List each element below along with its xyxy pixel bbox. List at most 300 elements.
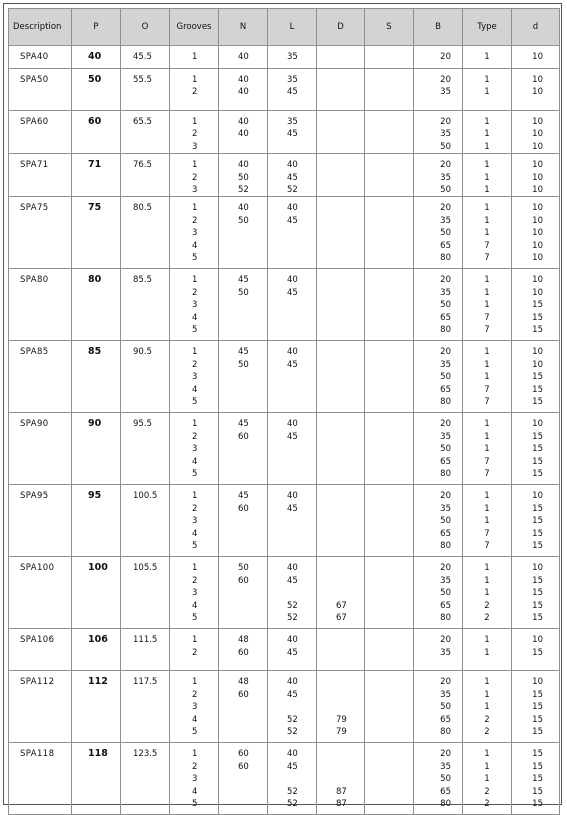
type-cell-value: 2 bbox=[484, 612, 490, 623]
grooves-cell-value: 1 bbox=[192, 563, 198, 574]
l-cell bbox=[268, 69, 317, 111]
b-cell bbox=[414, 197, 463, 269]
d-upper-cell-value: 79 bbox=[336, 714, 347, 725]
d-lower-cell-value: 10 bbox=[532, 635, 543, 646]
table-row bbox=[9, 629, 560, 671]
b-cell bbox=[414, 413, 463, 485]
l-cell-value bbox=[287, 773, 316, 785]
type-cell bbox=[463, 341, 512, 413]
b-cell-value: 20 bbox=[440, 160, 451, 171]
grooves-cell-value: 3 bbox=[192, 372, 198, 383]
grooves-cell-value: 3 bbox=[192, 184, 198, 195]
d-lower-cell-value: 15 bbox=[532, 300, 543, 311]
type-cell-value: 1 bbox=[484, 588, 490, 599]
d-upper-cell-value bbox=[336, 676, 364, 688]
p-cell-value: 90 bbox=[88, 418, 102, 430]
b-cell-value: 65 bbox=[440, 714, 451, 725]
b-cell-value: 80 bbox=[440, 468, 451, 479]
description-cell bbox=[9, 557, 72, 629]
b-cell-value: 35 bbox=[440, 647, 451, 658]
p-cell bbox=[72, 341, 121, 413]
l-cell-value: 40 bbox=[287, 635, 298, 646]
l-cell-value: 45 bbox=[287, 359, 298, 370]
type-cell-value: 1 bbox=[484, 761, 490, 772]
type-cell-value: 1 bbox=[484, 87, 490, 98]
type-cell-value: 1 bbox=[484, 702, 490, 713]
d-lower-cell bbox=[512, 671, 560, 743]
type-cell-value: 1 bbox=[484, 431, 490, 442]
n-cell-value: 48 bbox=[238, 635, 249, 646]
d-lower-cell-value: 10 bbox=[532, 491, 543, 502]
l-cell-value: 45 bbox=[287, 575, 298, 586]
b-cell-value: 35 bbox=[440, 761, 451, 772]
n-cell-value: 48 bbox=[238, 677, 249, 688]
d-upper-cell-value bbox=[336, 748, 364, 760]
description-cell bbox=[9, 69, 72, 111]
d-upper-cell-value: 87 bbox=[336, 798, 347, 809]
d-upper-cell-value bbox=[336, 587, 364, 599]
n-cell-value: 50 bbox=[238, 215, 249, 226]
grooves-cell-value: 4 bbox=[192, 384, 198, 395]
l-cell-value: 40 bbox=[287, 563, 298, 574]
b-cell-value: 35 bbox=[440, 129, 451, 140]
b-cell-value: 80 bbox=[440, 612, 451, 623]
n-cell-value: 60 bbox=[238, 575, 249, 586]
grooves-cell-value: 4 bbox=[192, 528, 198, 539]
d-lower-cell-value: 10 bbox=[532, 87, 543, 98]
b-cell-value: 80 bbox=[440, 798, 451, 809]
d-lower-cell-value: 15 bbox=[532, 312, 543, 323]
type-cell-value: 7 bbox=[484, 252, 490, 263]
s-cell bbox=[365, 743, 414, 815]
header-s: S bbox=[365, 9, 414, 46]
o-cell bbox=[121, 671, 170, 743]
b-cell-value: 50 bbox=[440, 702, 451, 713]
p-cell bbox=[72, 413, 121, 485]
type-cell bbox=[463, 269, 512, 341]
type-cell bbox=[463, 111, 512, 154]
b-cell-value: 20 bbox=[440, 419, 451, 430]
n-cell-value: 52 bbox=[238, 184, 249, 195]
grooves-cell-value: 2 bbox=[192, 129, 198, 140]
grooves-cell bbox=[170, 341, 219, 413]
d-upper-cell bbox=[317, 111, 365, 154]
type-cell-value: 1 bbox=[484, 689, 490, 700]
d-lower-cell-value: 15 bbox=[532, 503, 543, 514]
grooves-cell-value: 3 bbox=[192, 588, 198, 599]
o-cell bbox=[121, 413, 170, 485]
type-cell-value: 7 bbox=[484, 528, 490, 539]
d-upper-cell bbox=[317, 671, 365, 743]
l-cell-value: 40 bbox=[287, 419, 298, 430]
d-lower-cell-value: 15 bbox=[532, 396, 543, 407]
l-cell bbox=[268, 557, 317, 629]
s-cell bbox=[365, 413, 414, 485]
grooves-cell-value: 2 bbox=[192, 215, 198, 226]
b-cell-value: 35 bbox=[440, 287, 451, 298]
description-cell-value: SPA95 bbox=[20, 491, 49, 502]
d-lower-cell-value: 10 bbox=[532, 129, 543, 140]
table-row bbox=[9, 111, 560, 154]
grooves-cell-value: 2 bbox=[192, 503, 198, 514]
type-cell-value: 1 bbox=[484, 677, 490, 688]
d-lower-cell-value: 10 bbox=[532, 203, 543, 214]
table-row bbox=[9, 69, 560, 111]
l-cell-value: 40 bbox=[287, 275, 298, 286]
description-cell-value: SPA90 bbox=[20, 419, 49, 430]
grooves-cell-value: 1 bbox=[192, 635, 198, 646]
s-cell bbox=[365, 629, 414, 671]
table-row bbox=[9, 269, 560, 341]
n-cell bbox=[219, 413, 268, 485]
p-cell bbox=[72, 557, 121, 629]
d-upper-cell-value bbox=[336, 773, 364, 785]
d-lower-cell-value: 10 bbox=[532, 228, 543, 239]
grooves-cell-value: 3 bbox=[192, 228, 198, 239]
grooves-cell bbox=[170, 485, 219, 557]
type-cell-value: 1 bbox=[484, 359, 490, 370]
l-cell bbox=[268, 413, 317, 485]
type-cell-value: 1 bbox=[484, 275, 490, 286]
d-lower-cell-value: 10 bbox=[532, 215, 543, 226]
p-cell bbox=[72, 269, 121, 341]
b-cell-value: 80 bbox=[440, 396, 451, 407]
n-cell-value: 60 bbox=[238, 689, 249, 700]
grooves-cell-value: 2 bbox=[192, 359, 198, 370]
n-cell bbox=[219, 46, 268, 69]
l-cell-value: 40 bbox=[287, 203, 298, 214]
b-cell-value: 20 bbox=[440, 635, 451, 646]
l-cell-value: 40 bbox=[287, 491, 298, 502]
n-cell-value: 40 bbox=[238, 160, 249, 171]
l-cell-value: 52 bbox=[287, 600, 298, 611]
l-cell bbox=[268, 111, 317, 154]
d-lower-cell-value: 15 bbox=[532, 749, 543, 760]
p-cell-value: 80 bbox=[88, 274, 102, 286]
n-cell bbox=[219, 485, 268, 557]
grooves-cell bbox=[170, 154, 219, 197]
grooves-cell bbox=[170, 46, 219, 69]
l-cell-value: 45 bbox=[287, 172, 298, 183]
o-cell-value: 123.5 bbox=[133, 749, 158, 760]
l-cell bbox=[268, 46, 317, 69]
grooves-cell-value: 2 bbox=[192, 172, 198, 183]
s-cell bbox=[365, 341, 414, 413]
o-cell bbox=[121, 111, 170, 154]
l-cell-value: 45 bbox=[287, 761, 298, 772]
table-body bbox=[9, 46, 560, 815]
d-lower-cell bbox=[512, 154, 560, 197]
p-cell-value: 95 bbox=[88, 490, 102, 502]
grooves-cell-value: 2 bbox=[192, 689, 198, 700]
b-cell-value: 65 bbox=[440, 312, 451, 323]
d-lower-cell-value: 10 bbox=[532, 52, 543, 62]
header-grooves: Grooves bbox=[170, 9, 219, 46]
description-cell bbox=[9, 629, 72, 671]
d-lower-cell-value: 10 bbox=[532, 141, 543, 152]
b-cell-value: 50 bbox=[440, 184, 451, 195]
type-cell-value: 1 bbox=[484, 184, 490, 195]
o-cell bbox=[121, 629, 170, 671]
header-d-upper: D bbox=[317, 9, 365, 46]
l-cell-value: 45 bbox=[287, 503, 298, 514]
n-cell bbox=[219, 341, 268, 413]
d-lower-cell-value: 10 bbox=[532, 287, 543, 298]
type-cell bbox=[463, 46, 512, 69]
d-lower-cell-value: 15 bbox=[532, 516, 543, 527]
header-row bbox=[9, 9, 560, 46]
l-cell bbox=[268, 629, 317, 671]
b-cell-value: 80 bbox=[440, 324, 451, 335]
d-lower-cell-value: 15 bbox=[532, 702, 543, 713]
o-cell bbox=[121, 154, 170, 197]
type-cell bbox=[463, 557, 512, 629]
header-p: P bbox=[72, 9, 121, 46]
grooves-cell-value: 4 bbox=[192, 600, 198, 611]
grooves-cell-value: 2 bbox=[192, 575, 198, 586]
b-cell bbox=[414, 485, 463, 557]
description-cell bbox=[9, 341, 72, 413]
grooves-cell-value: 5 bbox=[192, 540, 198, 551]
l-cell-value bbox=[287, 701, 316, 713]
d-lower-cell-value: 15 bbox=[532, 761, 543, 772]
b-cell-value: 20 bbox=[440, 749, 451, 760]
d-upper-cell bbox=[317, 413, 365, 485]
type-cell-value: 1 bbox=[484, 647, 490, 658]
b-cell-value: 50 bbox=[440, 372, 451, 383]
d-lower-cell bbox=[512, 341, 560, 413]
header-l: L bbox=[268, 9, 317, 46]
n-cell bbox=[219, 154, 268, 197]
s-cell bbox=[365, 111, 414, 154]
l-cell-value: 45 bbox=[287, 287, 298, 298]
o-cell bbox=[121, 197, 170, 269]
b-cell-value: 50 bbox=[440, 774, 451, 785]
type-cell bbox=[463, 413, 512, 485]
grooves-cell-value: 2 bbox=[192, 647, 198, 658]
d-lower-cell bbox=[512, 485, 560, 557]
grooves-cell-value: 1 bbox=[192, 160, 198, 171]
d-lower-cell-value: 15 bbox=[532, 600, 543, 611]
o-cell bbox=[121, 69, 170, 111]
b-cell-value: 20 bbox=[440, 203, 451, 214]
description-cell bbox=[9, 154, 72, 197]
d-lower-cell bbox=[512, 269, 560, 341]
b-cell bbox=[414, 671, 463, 743]
grooves-cell-value: 1 bbox=[192, 117, 198, 127]
grooves-cell bbox=[170, 269, 219, 341]
d-lower-cell-value: 15 bbox=[532, 468, 543, 479]
p-cell bbox=[72, 743, 121, 815]
n-cell bbox=[219, 111, 268, 154]
n-cell-value: 45 bbox=[238, 419, 249, 430]
d-lower-cell-value: 15 bbox=[532, 372, 543, 383]
d-upper-cell-value: 67 bbox=[336, 612, 347, 623]
grooves-cell-value: 5 bbox=[192, 468, 198, 479]
n-cell bbox=[219, 671, 268, 743]
d-lower-cell-value: 10 bbox=[532, 347, 543, 358]
d-upper-cell-value: 79 bbox=[336, 726, 347, 737]
n-cell-value: 45 bbox=[238, 491, 249, 502]
p-cell bbox=[72, 629, 121, 671]
d-lower-cell-value: 10 bbox=[532, 275, 543, 286]
b-cell-value: 35 bbox=[440, 87, 451, 98]
description-cell-value: SPA50 bbox=[20, 75, 49, 85]
l-cell-value: 45 bbox=[287, 689, 298, 700]
grooves-cell-value: 2 bbox=[192, 431, 198, 442]
b-cell-value: 50 bbox=[440, 444, 451, 455]
n-cell-value: 60 bbox=[238, 431, 249, 442]
description-cell-value: SPA60 bbox=[20, 117, 49, 127]
l-cell-value: 35 bbox=[287, 117, 298, 127]
d-lower-cell-value: 10 bbox=[532, 677, 543, 688]
o-cell-value: 65.5 bbox=[133, 117, 152, 127]
n-cell-value: 50 bbox=[238, 359, 249, 370]
p-cell bbox=[72, 69, 121, 111]
type-cell-value: 1 bbox=[484, 516, 490, 527]
o-cell bbox=[121, 557, 170, 629]
description-cell bbox=[9, 743, 72, 815]
d-upper-cell bbox=[317, 557, 365, 629]
p-cell bbox=[72, 671, 121, 743]
p-cell-value: 100 bbox=[88, 562, 108, 574]
grooves-cell bbox=[170, 111, 219, 154]
b-cell-value: 50 bbox=[440, 300, 451, 311]
n-cell-value: 60 bbox=[238, 761, 249, 772]
grooves-cell-value: 2 bbox=[192, 761, 198, 772]
l-cell-value: 40 bbox=[287, 677, 298, 688]
d-upper-cell-value: 87 bbox=[336, 786, 347, 797]
grooves-cell-value: 1 bbox=[192, 275, 198, 286]
table-row bbox=[9, 485, 560, 557]
b-cell-value: 35 bbox=[440, 689, 451, 700]
description-cell-value: SPA106 bbox=[20, 635, 55, 646]
b-cell-value: 20 bbox=[440, 563, 451, 574]
grooves-cell-value: 4 bbox=[192, 312, 198, 323]
type-cell-value: 1 bbox=[484, 300, 490, 311]
l-cell-value: 52 bbox=[287, 184, 298, 195]
d-upper-cell bbox=[317, 629, 365, 671]
grooves-cell bbox=[170, 413, 219, 485]
type-cell-value: 7 bbox=[484, 324, 490, 335]
type-cell-value: 1 bbox=[484, 491, 490, 502]
d-lower-cell-value: 10 bbox=[532, 184, 543, 195]
b-cell bbox=[414, 743, 463, 815]
n-cell bbox=[219, 629, 268, 671]
p-cell-value: 50 bbox=[88, 74, 102, 85]
type-cell-value: 7 bbox=[484, 468, 490, 479]
s-cell bbox=[365, 46, 414, 69]
type-cell-value: 1 bbox=[484, 203, 490, 214]
n-cell bbox=[219, 197, 268, 269]
n-cell-value: 40 bbox=[238, 87, 249, 98]
l-cell-value: 52 bbox=[287, 726, 298, 737]
p-cell bbox=[72, 154, 121, 197]
grooves-cell-value: 1 bbox=[192, 491, 198, 502]
d-lower-cell-value: 15 bbox=[532, 456, 543, 467]
type-cell-value: 2 bbox=[484, 786, 490, 797]
b-cell bbox=[414, 341, 463, 413]
grooves-cell bbox=[170, 69, 219, 111]
b-cell-value: 50 bbox=[440, 141, 451, 152]
b-cell-value: 35 bbox=[440, 503, 451, 514]
d-lower-cell-value: 15 bbox=[532, 774, 543, 785]
grooves-cell-value: 3 bbox=[192, 516, 198, 527]
b-cell-value: 50 bbox=[440, 588, 451, 599]
o-cell-value: 55.5 bbox=[133, 75, 152, 85]
description-cell-value: SPA80 bbox=[20, 275, 49, 286]
grooves-cell-value: 3 bbox=[192, 702, 198, 713]
n-cell-value: 60 bbox=[238, 749, 249, 760]
grooves-cell bbox=[170, 557, 219, 629]
d-upper-cell bbox=[317, 341, 365, 413]
o-cell-value: 117.5 bbox=[133, 677, 158, 688]
p-cell-value: 60 bbox=[88, 116, 102, 127]
type-cell-value: 7 bbox=[484, 456, 490, 467]
l-cell-value: 45 bbox=[287, 431, 298, 442]
d-lower-cell-value: 10 bbox=[532, 117, 543, 127]
description-cell-value: SPA100 bbox=[20, 563, 55, 574]
description-cell-value: SPA40 bbox=[20, 52, 49, 62]
table-row bbox=[9, 743, 560, 815]
table-row bbox=[9, 341, 560, 413]
b-cell bbox=[414, 154, 463, 197]
n-cell-value: 50 bbox=[238, 287, 249, 298]
type-cell-value: 1 bbox=[484, 129, 490, 140]
o-cell-value: 45.5 bbox=[133, 52, 152, 62]
description-cell-value: SPA118 bbox=[20, 749, 55, 760]
type-cell-value: 1 bbox=[484, 419, 490, 430]
p-cell bbox=[72, 485, 121, 557]
grooves-cell-value: 2 bbox=[192, 87, 198, 98]
grooves-cell-value: 3 bbox=[192, 141, 198, 152]
header-o: O bbox=[121, 9, 170, 46]
type-cell-value: 1 bbox=[484, 172, 490, 183]
d-lower-cell-value: 15 bbox=[532, 647, 543, 658]
type-cell-value: 2 bbox=[484, 726, 490, 737]
l-cell-value: 52 bbox=[287, 786, 298, 797]
d-lower-cell-value: 15 bbox=[532, 689, 543, 700]
grooves-cell-value: 2 bbox=[192, 287, 198, 298]
b-cell bbox=[414, 629, 463, 671]
type-cell-value: 2 bbox=[484, 798, 490, 809]
o-cell bbox=[121, 743, 170, 815]
table-row bbox=[9, 46, 560, 69]
b-cell-value: 35 bbox=[440, 215, 451, 226]
l-cell-value: 45 bbox=[287, 87, 298, 98]
l-cell bbox=[268, 671, 317, 743]
d-lower-cell-value: 15 bbox=[532, 726, 543, 737]
grooves-cell-value: 5 bbox=[192, 726, 198, 737]
d-upper-cell bbox=[317, 485, 365, 557]
grooves-cell-value: 3 bbox=[192, 300, 198, 311]
l-cell-value: 40 bbox=[287, 347, 298, 358]
pulley-spec-table bbox=[8, 8, 560, 815]
b-cell-value: 65 bbox=[440, 600, 451, 611]
header-type: Type bbox=[463, 9, 512, 46]
p-cell-value: 118 bbox=[88, 748, 108, 760]
type-cell-value: 1 bbox=[484, 749, 490, 760]
b-cell-value: 20 bbox=[440, 52, 451, 62]
n-cell-value: 40 bbox=[238, 203, 249, 214]
o-cell-value: 95.5 bbox=[133, 419, 152, 430]
grooves-cell-value: 1 bbox=[192, 52, 198, 62]
o-cell-value: 105.5 bbox=[133, 563, 158, 574]
d-lower-cell-value: 15 bbox=[532, 588, 543, 599]
d-lower-cell-value: 10 bbox=[532, 75, 543, 85]
n-cell-value: 45 bbox=[238, 275, 249, 286]
type-cell-value: 1 bbox=[484, 563, 490, 574]
